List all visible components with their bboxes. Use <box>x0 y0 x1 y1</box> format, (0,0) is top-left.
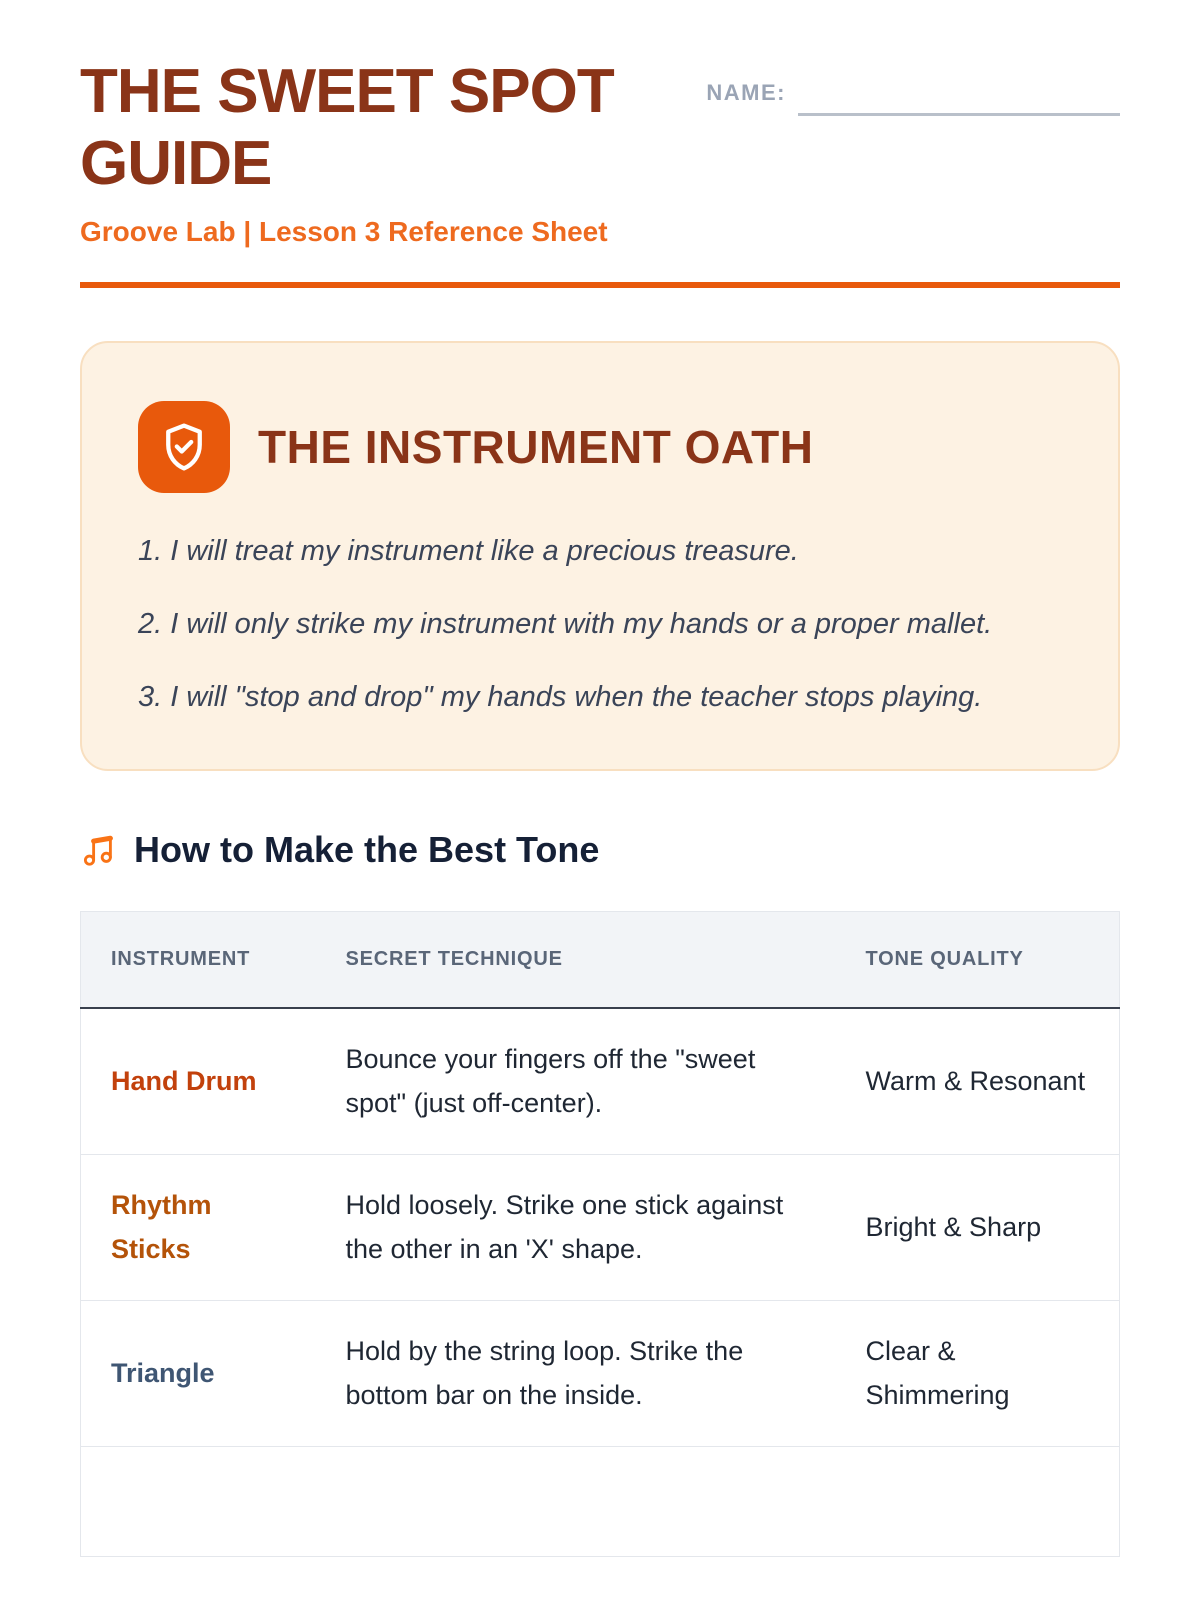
header <box>80 56 1120 248</box>
table-row-hand-drum <box>81 1008 1120 1155</box>
name-blank-line[interactable] <box>798 86 1120 116</box>
tone-table-header <box>81 911 1120 1008</box>
oath-rule-1: 1. I will treat my instrument like a precious treasure. <box>138 534 799 567</box>
name-field <box>706 80 1120 116</box>
table-row-triangle <box>81 1300 1120 1446</box>
tone-quality-cell: Clear & Shimmering <box>836 1300 1120 1446</box>
instrument-name: Hand Drum <box>81 1008 316 1155</box>
page-title: THE SWEET SPOT GUIDE <box>80 57 614 198</box>
table-row-rhythm-sticks <box>81 1154 1120 1300</box>
oath-heading: THE INSTRUMENT OATH <box>258 420 814 473</box>
oath-rule-2: 2. I will only strike my instrument with my hands or a proper mallet. <box>138 608 993 641</box>
header-row <box>81 911 1120 1008</box>
section-divider <box>80 282 1120 288</box>
instrument-oath-card <box>80 341 1120 771</box>
oath-header <box>138 401 1062 493</box>
name-label: NAME: <box>706 80 786 105</box>
title-block <box>80 56 680 248</box>
tone-quality-cell: Bright & Sharp <box>836 1154 1120 1300</box>
oath-rule-3: 3. I will "stop and drop" my hands when the teacher stops playing. <box>138 681 983 714</box>
tone-section-heading <box>80 829 1120 871</box>
tone-quality-cell: Warm & Resonant <box>836 1008 1120 1155</box>
page-subtitle: Groove Lab | Lesson 3 Reference Sheet <box>80 215 608 247</box>
tone-table <box>80 911 1120 1557</box>
technique-cell: Bounce your fingers off the "sweet spot" (just off-center). <box>316 1008 836 1155</box>
column-header-technique: SECRET TECHNIQUE <box>316 911 836 1008</box>
instrument-name: Triangle <box>81 1300 316 1446</box>
column-header-tone: TONE QUALITY <box>836 911 1120 1008</box>
shield-check-icon <box>138 401 230 493</box>
music-notes-icon <box>80 831 118 869</box>
tone-heading-text: How to Make the Best Tone <box>134 828 600 870</box>
technique-cell: Hold by the string loop. Strike the bottom bar on the inside. <box>316 1300 836 1446</box>
table-row-partial <box>81 1446 1120 1556</box>
instrument-name: Rhythm Sticks <box>81 1154 316 1300</box>
column-header-instrument: INSTRUMENT <box>81 911 316 1008</box>
empty-cell <box>81 1446 1120 1556</box>
technique-cell: Hold loosely. Strike one stick against the other in an 'X' shape. <box>316 1154 836 1300</box>
